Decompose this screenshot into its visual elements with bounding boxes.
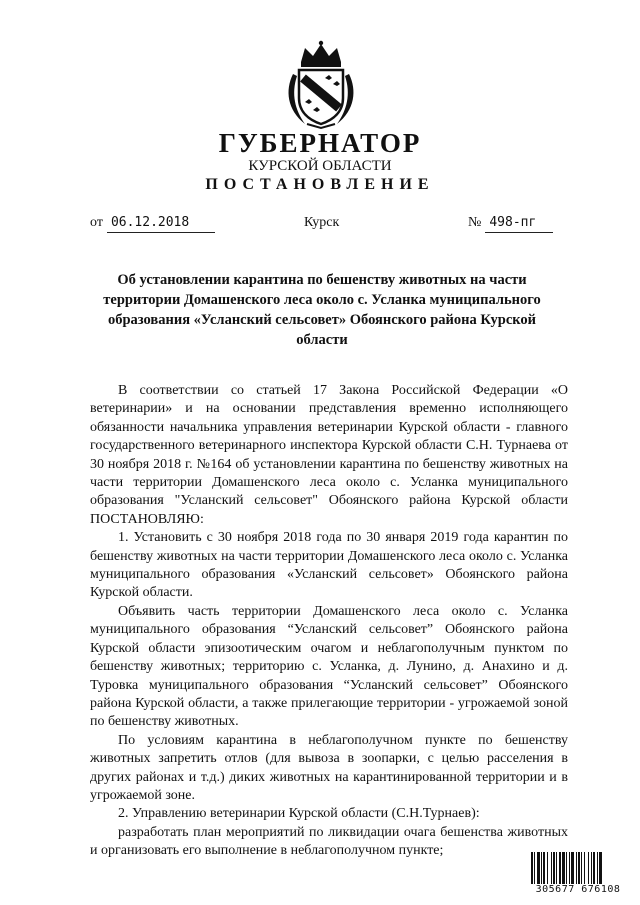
number-value: 498-пг [485,214,553,233]
document-city: Курск [304,215,340,230]
body-paragraph: Объявить часть территории Домашенского леса около с. Усланка муниципального образования “Усланский сельсовет” Обоянского района Курской области эпизоотическим очагом и неблагополучным пунктом по бешенству животных; территорию с. Усланка, д. Лунино, д. Анахино и д. Туровка муниципального образования “Усланский сельсовет” Обоянского района Курской области, а также прилегающие территории - угрожаемой зоной по бешенству животных. [90,603,568,730]
date-value: 06.12.2018 [107,214,215,233]
document-number [468,214,553,233]
document-type: ПОСТАНОВЛЕНИЕ [205,176,435,193]
body-paragraph: 2. Управлению ветеринарии Курской области (С.Н.Турнаев): [118,806,480,822]
kursk-coat-of-arms-icon [281,40,361,130]
barcode-bars-icon [530,852,626,884]
barcode [530,852,626,898]
body-paragraph: По условиям карантина в неблагополучном пункте по бешенству животных запретить отлов (для вывоза в зоопарки, с целью расселения в других районах и т.д.) диких животных на карантинированной территории и в угрожаемой зоне. [90,732,568,803]
barcode-number: 305677 676108 [535,884,621,895]
document-body [90,382,568,861]
document-date [90,214,215,233]
body-paragraph: В соответствии со статьей 17 Закона Российской Федерации «О ветеринарии» и на основании представления временно исполняющего обязанности начальника управления ветеринарии Курской области - главного государственного ветеринарного инспектора Курской области С.Н. Турнаева от 30 ноября 2018 г. №164 об установлении карантина по бешенству животных на части территории Домашенского леса около с. Усланка муниципального образования "Усланский сельсовет" Обоянского района Курской области ПОСТАНОВЛЯЮ: [90,383,568,527]
body-paragraph: 1. Установить с 30 ноября 2018 года по 30 января 2019 года карантин по бешенству животных на части территории Домашенского леса около с. Усланка муниципального образования «Усланский сельсовет» Обоянского района Курской области. [90,530,568,601]
document-subject: Об установлении карантина по бешенству животных на части территории Домашенского леса около с. Усланка муниципального образования «Усланский сельсовет» Обоянского района Курской области [103,272,541,348]
number-prefix: № [468,215,482,230]
body-paragraph: разработать план мероприятий по ликвидации очага бешенства животных и организовать его выполнение в неблагополучном пункте; [90,824,568,859]
region-subtitle: КУРСКОЙ ОБЛАСТИ [248,158,392,174]
governor-title: ГУБЕРНАТОР [218,128,422,158]
date-prefix: от [90,215,103,230]
